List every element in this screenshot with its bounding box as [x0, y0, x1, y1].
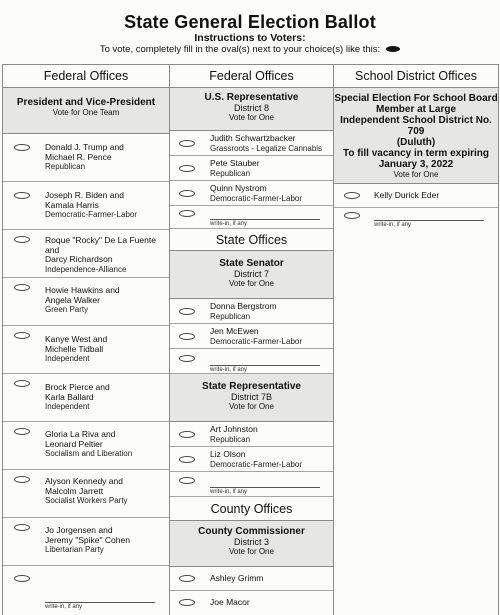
vote-for: Vote for One: [229, 402, 274, 411]
candidate-name: Joe Macor: [210, 597, 250, 607]
candidate-row[interactable]: [170, 299, 333, 324]
candidate-row[interactable]: [170, 447, 333, 472]
vote-for: Vote for One: [393, 170, 439, 179]
how-to-vote-text: To vote, completely fill in the oval(s) next to your choice(s) like this:: [99, 44, 381, 55]
write-in-row[interactable]: [334, 208, 498, 230]
candidate-name: Liz Olson: [210, 449, 246, 459]
write-in-label[interactable]: write-in, if any: [210, 219, 320, 227]
vote-oval[interactable]: [14, 284, 30, 291]
candidate-name: Brock Pierce and Karla Ballard: [45, 382, 110, 402]
candidate-row[interactable]: [3, 326, 169, 374]
write-in-row[interactable]: [170, 349, 333, 374]
candidate-party: Independent: [45, 354, 90, 363]
vote-oval[interactable]: [179, 355, 195, 362]
vote-oval[interactable]: [179, 599, 195, 606]
race-header-us-rep: [170, 88, 333, 131]
candidate-name: Jen McEwen: [210, 326, 259, 336]
race-header-county-commissioner: [170, 521, 333, 567]
race-line: Member at Large: [375, 104, 457, 115]
filled-oval-example-icon: [386, 46, 400, 52]
candidate-party: Independent: [45, 402, 90, 411]
candidate-row[interactable]: [170, 324, 333, 349]
candidate-party: Democratic-Farmer-Labor: [210, 460, 303, 469]
instructions-heading: Instructions to Voters:: [194, 32, 306, 44]
candidate-name: Joseph R. Biden and Kamala Harris: [45, 190, 124, 210]
race-line: To fill vacancy in term expiring: [343, 148, 489, 159]
vote-for: Vote for One: [229, 547, 274, 556]
candidate-row[interactable]: [3, 230, 169, 278]
candidate-party: Socialism and Liberation: [45, 449, 133, 458]
candidate-name: Donna Bergstrom: [210, 301, 277, 311]
race-header-state-rep: [170, 374, 333, 422]
candidate-row[interactable]: [170, 131, 333, 156]
section-heading-county: County Offices: [170, 497, 333, 521]
candidate-party: Democratic-Farmer-Labor: [45, 210, 138, 219]
candidate-row[interactable]: [3, 374, 169, 422]
write-in-label[interactable]: write-in, if any: [210, 487, 320, 495]
vote-oval[interactable]: [179, 190, 195, 197]
candidate-name: Quinn Nystrom: [210, 183, 267, 193]
race-title: County Commissioner: [198, 526, 305, 537]
vote-oval[interactable]: [14, 575, 30, 582]
candidate-name: Kelly Durick Eder: [374, 190, 440, 200]
vote-oval[interactable]: [179, 456, 195, 463]
vote-oval[interactable]: [179, 210, 195, 217]
candidate-party: Republican: [210, 312, 251, 321]
race-district: District 3: [233, 537, 269, 547]
vote-oval[interactable]: [179, 308, 195, 315]
candidate-party: Democratic-Farmer-Labor: [210, 337, 303, 346]
candidate-party: Grassroots - Legalize Cannabis: [210, 144, 323, 153]
column-heading-school: School District Offices: [334, 64, 498, 88]
vote-oval[interactable]: [14, 192, 30, 199]
school-district-column: [333, 64, 499, 615]
column-heading-federal: Federal Offices: [3, 64, 169, 88]
candidate-row[interactable]: [334, 184, 498, 208]
candidate-name: Kanye West and Michelle Tidball: [45, 334, 108, 354]
vote-oval[interactable]: [14, 476, 30, 483]
candidate-row[interactable]: [170, 591, 333, 615]
ballot-title: State General Election Ballot: [124, 12, 376, 32]
vote-oval[interactable]: [179, 140, 195, 147]
candidate-name: Judith Schwartzbacker: [210, 133, 296, 143]
candidate-row[interactable]: [3, 470, 169, 518]
race-district: District 8: [233, 103, 269, 113]
candidate-row[interactable]: [170, 156, 333, 181]
race-header-president: [3, 88, 169, 134]
race-line: January 3, 2022: [378, 159, 454, 170]
vote-oval[interactable]: [14, 236, 30, 243]
candidate-party: Socialist Workers Party: [45, 496, 128, 505]
candidate-party: Republican: [210, 435, 251, 444]
race-line: Special Election For School Board: [334, 93, 498, 104]
candidate-row[interactable]: [3, 518, 169, 566]
candidate-row[interactable]: [170, 567, 333, 591]
candidate-name: Art Johnston: [210, 424, 258, 434]
candidate-name: Howie Hawkins and Angela Walker: [45, 285, 120, 305]
candidate-row[interactable]: [170, 181, 333, 206]
vote-oval[interactable]: [179, 431, 195, 438]
candidate-name: Donald J. Trump and Michael R. Pence: [45, 142, 124, 162]
candidate-row[interactable]: [3, 134, 169, 182]
race-district: District 7: [233, 269, 269, 279]
candidate-party: Libertarian Party: [45, 545, 104, 554]
race-title: State Senator: [219, 258, 284, 269]
candidate-row[interactable]: [170, 422, 333, 447]
candidate-row[interactable]: [3, 182, 169, 230]
vote-oval[interactable]: [179, 477, 195, 484]
vote-oval[interactable]: [14, 380, 30, 387]
race-line: Independent School District No. 709: [340, 115, 492, 137]
candidate-name: Jo Jorgensen and Jeremy "Spike" Cohen: [45, 525, 130, 545]
candidate-name: Gloria La Riva and Leonard Peltier: [45, 429, 116, 449]
section-heading-state: State Offices: [170, 229, 333, 251]
candidate-party: Independence-Alliance: [45, 265, 127, 274]
vote-oval[interactable]: [14, 144, 30, 151]
vote-for: Vote for One Team: [52, 108, 120, 117]
candidate-party: Democratic-Farmer-Labor: [210, 194, 303, 203]
federal-offices-column: [2, 64, 169, 615]
race-district: District 7B: [230, 392, 272, 402]
vote-oval[interactable]: [179, 575, 195, 582]
candidate-name: Roque "Rocky" De La Fuente and Darcy Richardson: [45, 235, 156, 264]
candidate-name: Pete Stauber: [210, 158, 260, 168]
race-title: President and Vice-President: [16, 97, 156, 108]
race-header-state-senator: [170, 251, 333, 299]
race-header-school-board: [334, 88, 498, 184]
write-in-row[interactable]: [170, 472, 333, 497]
vote-for: Vote for One: [229, 279, 274, 288]
candidate-name: Alyson Kennedy and Malcolm Jarrett: [45, 476, 123, 496]
write-in-label[interactable]: write-in, if any: [45, 602, 155, 610]
candidate-party: Republican: [210, 169, 251, 178]
federal-state-county-column: [169, 64, 333, 615]
vote-oval[interactable]: [14, 428, 30, 435]
candidate-party: Green Party: [45, 305, 89, 314]
column-heading-federal: Federal Offices: [170, 64, 333, 88]
vote-oval[interactable]: [14, 332, 30, 339]
write-in-row[interactable]: [3, 566, 169, 614]
candidate-party: Republican: [45, 162, 86, 171]
vote-oval[interactable]: [344, 212, 360, 219]
candidate-row[interactable]: [3, 422, 169, 470]
write-in-label[interactable]: write-in, if any: [210, 365, 320, 373]
candidate-name: Ashley Grimm: [210, 573, 264, 583]
ballot-header: [0, 0, 500, 64]
race-title: State Representative: [202, 381, 301, 392]
vote-for: Vote for One: [229, 113, 274, 122]
candidate-row[interactable]: [3, 278, 169, 326]
vote-oval[interactable]: [179, 333, 195, 340]
write-in-row[interactable]: [170, 206, 333, 229]
how-to-vote: [0, 44, 500, 56]
race-line: (Duluth): [396, 137, 436, 148]
race-title: U.S. Representative: [204, 92, 299, 103]
vote-oval[interactable]: [179, 165, 195, 172]
vote-oval[interactable]: [344, 192, 360, 199]
vote-oval[interactable]: [14, 524, 30, 531]
write-in-label[interactable]: write-in, if any: [374, 220, 484, 228]
